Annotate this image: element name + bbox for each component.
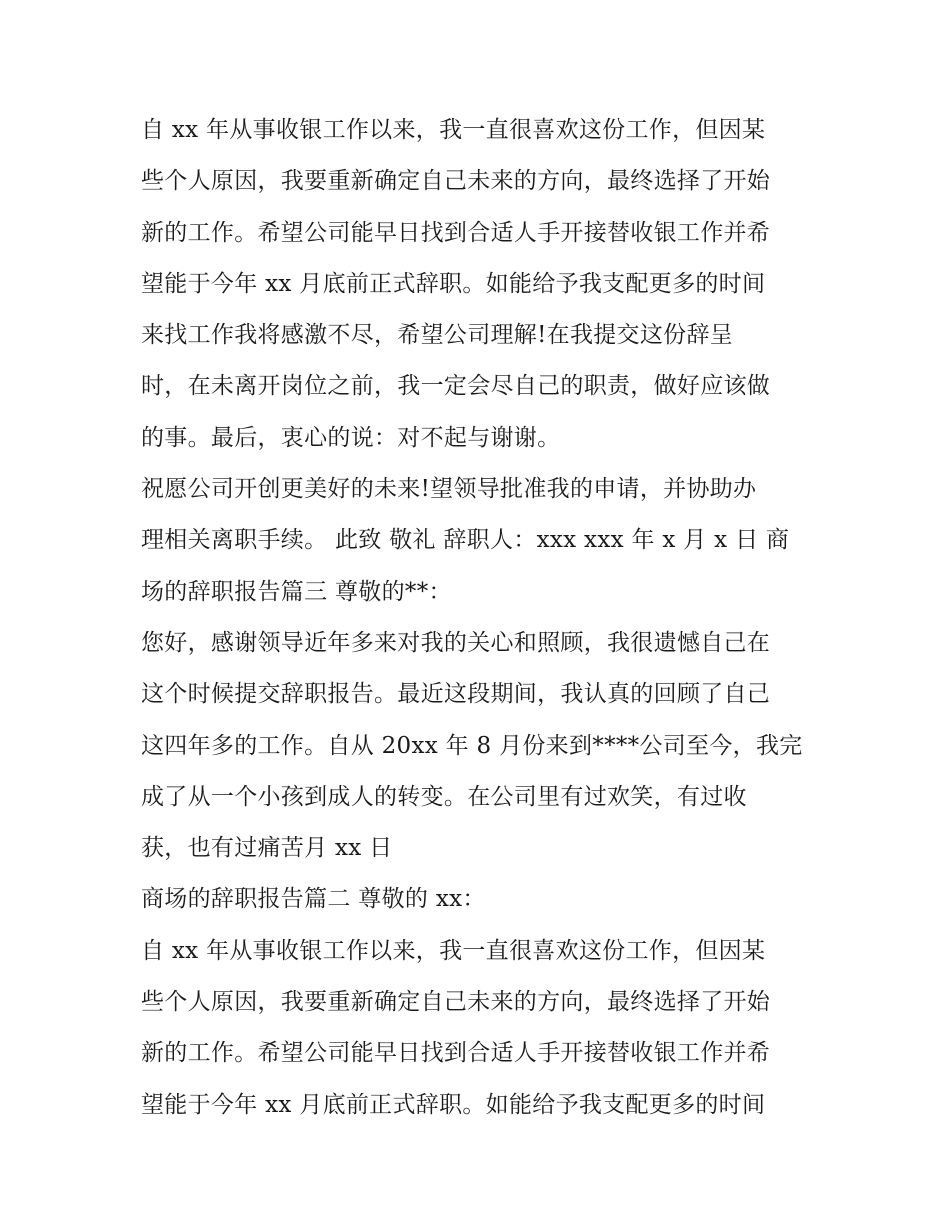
text-line: 自 xx 年从事收银工作以来，我一直很喜欢这份工作，但因某 <box>141 937 766 964</box>
text-line: 获，也有过痛苦月 xx 日 <box>141 835 393 862</box>
text-line: 时，在未离开岗位之前，我一定会尽自己的职责，做好应该做 <box>141 373 771 400</box>
text-line: 这个时候提交辞职报告。最近这段期间，我认真的回顾了自己 <box>141 681 771 708</box>
section-heading: 场的辞职报告篇三 尊敬的**： <box>141 578 452 605</box>
text-line: 您好，感谢领导近年多来对我的关心和照顾，我很遗憾自己在 <box>141 629 771 656</box>
text-line: 的事。最后，衷心的说：对不起与谢谢。 <box>141 424 561 451</box>
text-line: 来找工作我将感激不尽，希望公司理解!在我提交这份辞呈 <box>141 322 734 349</box>
text-line: 些个人原因，我要重新确定自己未来的方向，最终选择了开始 <box>141 168 771 195</box>
text-line: 理相关离职手续。 此致 敬礼 辞职人：xxx xxx 年 x 月 x 日 商 <box>141 527 790 554</box>
text-line: 这四年多的工作。自从 20xx 年 8 月份来到****公司至今，我完 <box>141 732 803 759</box>
text-line: 祝愿公司开创更美好的未来!望领导批准我的申请，并协助办 <box>141 476 757 503</box>
text-line: 些个人原因，我要重新确定自己未来的方向，最终选择了开始 <box>141 989 771 1016</box>
text-line: 自 xx 年从事收银工作以来，我一直很喜欢这份工作，但因某 <box>141 117 766 143</box>
text-line: 新的工作。希望公司能早日找到合适人手开接替收银工作并希 <box>141 219 771 246</box>
section-heading: 商场的辞职报告篇二 尊敬的 xx： <box>141 886 486 913</box>
document-body <box>141 110 841 1136</box>
text-line: 新的工作。希望公司能早日找到合适人手开接替收银工作并希 <box>141 1040 771 1067</box>
text-line: 望能于今年 xx 月底前正式辞职。如能给予我支配更多的时间 <box>141 1091 766 1118</box>
text-line: 成了从一个小孩到成人的转变。在公司里有过欢笑，有过收 <box>141 783 747 810</box>
text-line: 望能于今年 xx 月底前正式辞职。如能给予我支配更多的时间 <box>141 270 766 297</box>
